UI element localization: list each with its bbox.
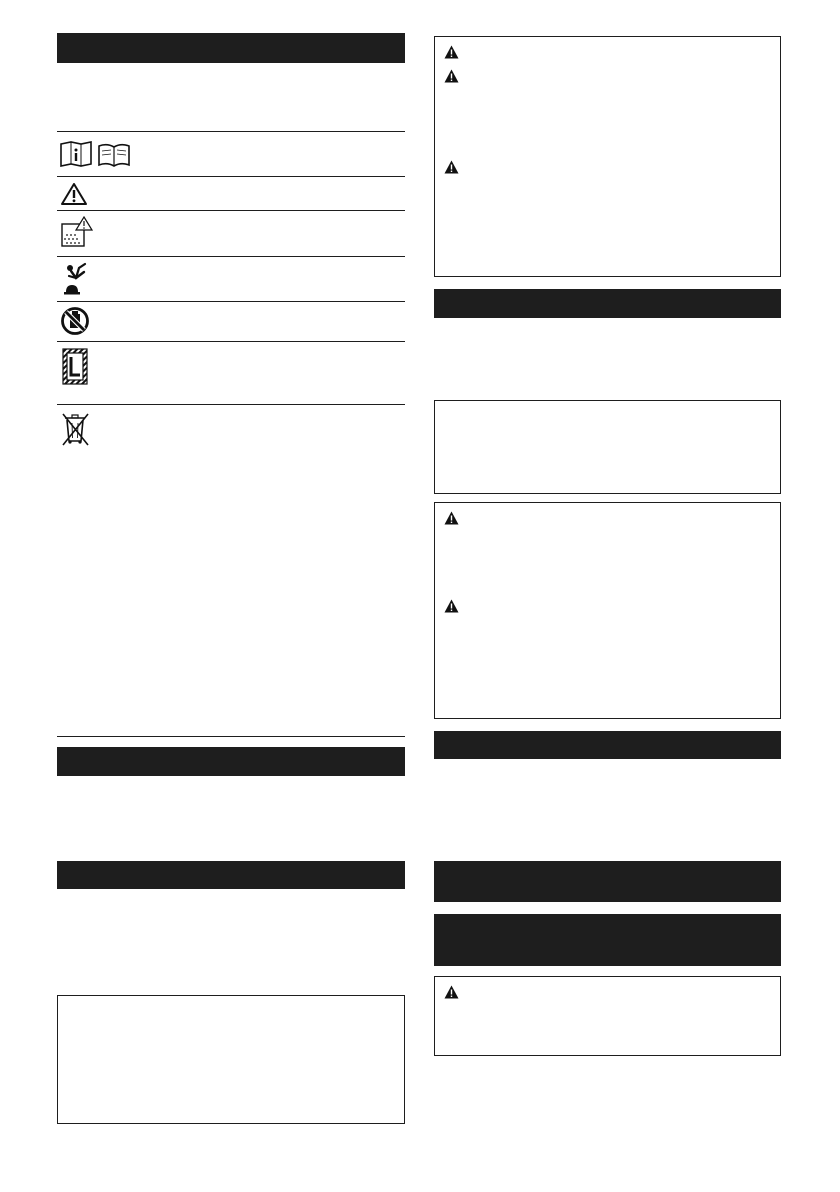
warning-icon [444,45,459,59]
falling-person-icon [62,262,90,301]
table-row-rule [57,210,405,211]
table-top-rule [57,131,405,132]
warning-icon [444,160,459,174]
dust-warning-icon [60,215,94,254]
section-header-bar [57,861,405,889]
table-row-rule [57,256,405,257]
section-header-bar [57,747,405,776]
notice-box [57,995,405,1124]
warning-icon [444,69,459,83]
table-bottom-rule [57,736,405,737]
table-row-rule [57,404,405,405]
notice-box [434,400,781,494]
read-manual-icon [59,141,131,172]
warning-box [434,502,781,719]
section-header-bar [57,33,405,63]
section-header-bar [434,289,781,318]
caution-triangle-icon [60,182,88,211]
section-header-bar [434,861,781,902]
warning-icon [444,599,459,613]
l-class-icon [61,347,91,392]
warning-box [434,36,781,277]
table-row-rule [57,341,405,342]
table-row-rule [57,301,405,302]
warning-icon [444,985,459,999]
section-header-bar [434,914,781,966]
warning-box [434,976,781,1056]
warning-icon [444,511,459,525]
no-use-prohibited-icon [60,306,90,341]
table-row-rule [57,176,405,177]
crossed-bin-icon [61,411,91,452]
section-header-bar [434,731,781,759]
